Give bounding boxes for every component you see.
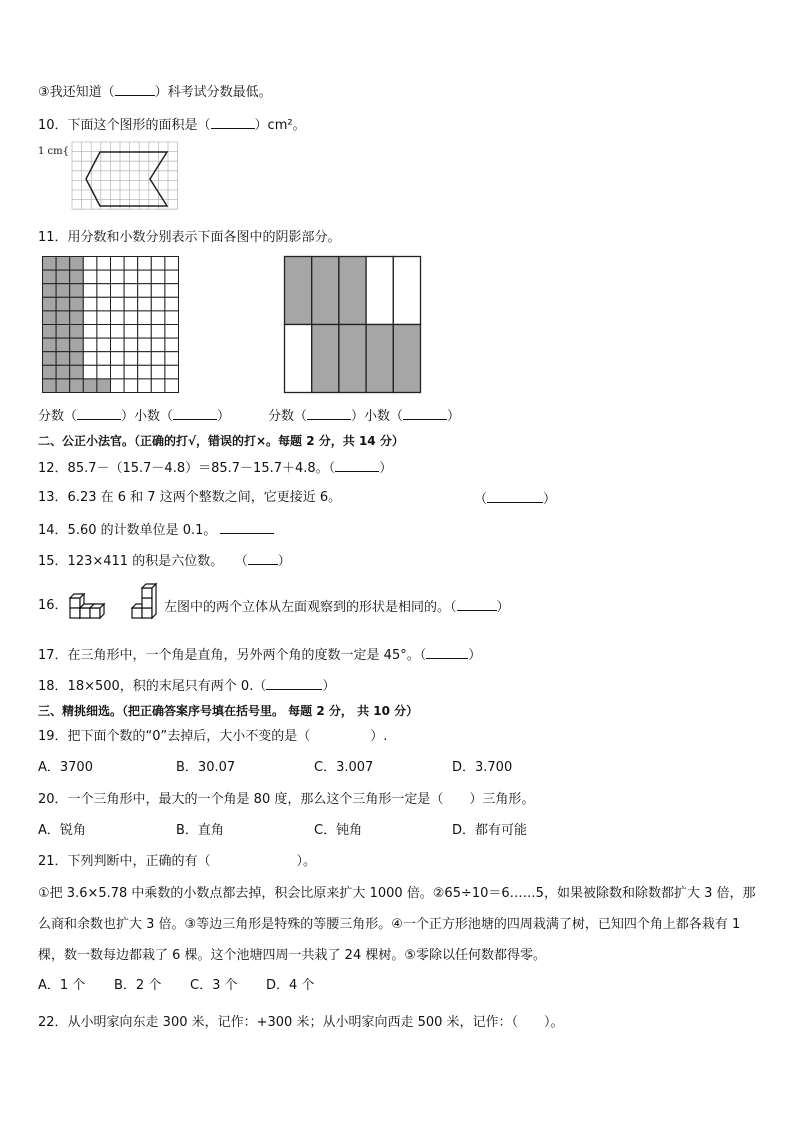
answer-blank[interactable]	[266, 677, 322, 690]
grid-cell	[97, 257, 111, 271]
grid-cell	[97, 338, 111, 352]
q21-option[interactable]: D．4 个	[266, 978, 315, 993]
grid-cell	[151, 338, 165, 352]
grid-cell	[70, 379, 84, 393]
q21-text: 21．下列判断中，正确的有（ ）。	[38, 854, 317, 869]
grid-cell	[165, 352, 179, 366]
q20-option[interactable]: C．钝角	[314, 823, 363, 838]
grid-cell	[165, 311, 179, 325]
answer-blank[interactable]	[173, 407, 217, 420]
grid-cell	[111, 338, 125, 352]
grid-cell	[43, 379, 57, 393]
grid-cell	[43, 311, 57, 325]
grid-cell	[111, 257, 125, 271]
grid-cell	[83, 365, 97, 379]
q21-option[interactable]: A．1 个	[38, 978, 86, 993]
strip-figure	[284, 256, 422, 394]
strip-cell	[339, 257, 366, 325]
q16-number: 16．	[38, 598, 68, 613]
grid-cell	[138, 311, 152, 325]
grid-cell	[165, 365, 179, 379]
grid-cell	[97, 284, 111, 298]
grid-cell	[124, 270, 138, 284]
grid-cell	[56, 365, 70, 379]
scale-label: 1 cm{	[38, 146, 69, 157]
grid-cell	[124, 352, 138, 366]
q9-part3: ③我还知道（ ）科考试分数最低。	[38, 85, 272, 100]
grid-cell	[151, 325, 165, 339]
grid-cell	[43, 270, 57, 284]
grid-cell	[138, 352, 152, 366]
q11-text: 11．用分数和小数分别表示下面各图中的阴影部分。	[38, 230, 341, 245]
answer-blank[interactable]	[77, 407, 121, 420]
grid-cell	[97, 352, 111, 366]
grid-cell	[151, 270, 165, 284]
grid-cell	[151, 297, 165, 311]
grid-cell	[43, 297, 57, 311]
grid-cell	[111, 352, 125, 366]
grid-cell	[151, 379, 165, 393]
grid-cell	[70, 325, 84, 339]
q19-option[interactable]: D．3.700	[452, 760, 513, 775]
q17-text: 17．在三角形中，一个角是直角，另外两个角的度数一定是 45°。（ ）	[38, 648, 482, 663]
grid-cell	[97, 297, 111, 311]
grid-cell	[124, 311, 138, 325]
grid-cell	[151, 365, 165, 379]
grid-cell	[83, 297, 97, 311]
grid-cell	[124, 297, 138, 311]
grid-cell	[43, 338, 57, 352]
q19-option[interactable]: A．3700	[38, 760, 93, 775]
strip-cell	[312, 325, 339, 393]
grid-cell	[165, 257, 179, 271]
grid-cell	[56, 297, 70, 311]
section-2-title: 二、公正小法官。（正确的打√，错误的打×。每题 2 分，共 14 分）	[38, 434, 404, 448]
q11-answers-right: 分数（ ）小数（ ）	[268, 409, 461, 424]
grid-cell	[70, 257, 84, 271]
grid-cell	[70, 270, 84, 284]
grid-cell	[70, 352, 84, 366]
grid-cell	[138, 257, 152, 271]
q12-text: 12．85.7－（15.7－4.8）＝85.7－15.7＋4.8。（ ）	[38, 461, 393, 476]
answer-blank[interactable]	[211, 116, 255, 129]
q20-text: 20．一个三角形中，最大的一个角是 80 度，那么这个三角形一定是（ ）三角形。	[38, 792, 535, 807]
grid-cell	[56, 270, 70, 284]
grid-cell	[83, 270, 97, 284]
grid-cell	[70, 311, 84, 325]
grid-cell	[138, 365, 152, 379]
grid-cell	[151, 311, 165, 325]
grid-cell	[111, 379, 125, 393]
grid-cell	[70, 284, 84, 298]
grid-cell	[111, 325, 125, 339]
grid-cell	[83, 352, 97, 366]
grid-cell	[138, 325, 152, 339]
grid-cell	[124, 284, 138, 298]
q19-text: 19．把下面个数的“0”去掉后，大小不变的是（ ）.	[38, 729, 388, 744]
grid-cell	[138, 379, 152, 393]
grid-cell	[138, 270, 152, 284]
hundred-grid-figure	[42, 256, 180, 394]
answer-blank[interactable]	[248, 552, 278, 565]
grid-cell	[97, 379, 111, 393]
grid-cell	[151, 284, 165, 298]
grid-cell	[165, 379, 179, 393]
grid-cell	[111, 311, 125, 325]
grid-cell	[83, 257, 97, 271]
answer-blank[interactable]	[403, 407, 447, 420]
grid-cell	[138, 284, 152, 298]
grid-cell	[165, 270, 179, 284]
q19-option[interactable]: B．30.07	[176, 760, 236, 775]
strip-cell	[366, 325, 393, 393]
grid-cell	[43, 325, 57, 339]
grid-cell	[165, 338, 179, 352]
grid-cell	[56, 257, 70, 271]
q13-answer: （ ）	[474, 492, 557, 507]
strip-cell	[339, 325, 366, 393]
grid-cell	[43, 284, 57, 298]
grid-cell	[83, 284, 97, 298]
q18-text: 18．18×500，积的末尾只有两个 0.（ ）	[38, 679, 336, 694]
q15-text: 15．123×411 的积是六位数。 （ ）	[38, 554, 291, 569]
grid-cell	[111, 365, 125, 379]
grid-cell	[124, 379, 138, 393]
q14-text: 14．5.60 的计数单位是 0.1。	[38, 521, 274, 539]
grid-cell	[70, 365, 84, 379]
grid-cell	[83, 311, 97, 325]
answer-blank[interactable]	[487, 490, 543, 503]
grid-cell	[56, 379, 70, 393]
q21-option[interactable]: C．3 个	[190, 978, 238, 993]
grid-cell	[70, 338, 84, 352]
answer-blank[interactable]	[335, 459, 379, 472]
strip-cell	[393, 325, 420, 393]
q21-option[interactable]: B．2 个	[114, 978, 162, 993]
answer-blank[interactable]	[426, 646, 468, 659]
grid-cell	[111, 284, 125, 298]
grid-cell	[151, 257, 165, 271]
grid-cell	[111, 297, 125, 311]
q19-option[interactable]: C．3.007	[314, 760, 374, 775]
grid-cell	[70, 297, 84, 311]
answer-blank[interactable]	[307, 407, 351, 420]
grid-cell	[56, 311, 70, 325]
grid-cell	[56, 352, 70, 366]
cube-figure-left	[68, 588, 112, 624]
grid-cell	[56, 338, 70, 352]
strip-cell	[285, 325, 312, 393]
grid-cell	[43, 365, 57, 379]
grid-cell	[138, 338, 152, 352]
grid-cell	[83, 379, 97, 393]
grid-cell	[111, 270, 125, 284]
grid-cell	[83, 325, 97, 339]
grid-cell	[56, 284, 70, 298]
answer-blank[interactable]	[115, 83, 155, 96]
grid-cell	[138, 297, 152, 311]
grid-cell	[97, 365, 111, 379]
strip-cell	[393, 257, 420, 325]
grid-cell	[151, 352, 165, 366]
q22-text: 22．从小明家向东走 300 米，记作：+300 米；从小明家向西走 500 米，记作：（ ）。	[38, 1015, 564, 1030]
grid-cell	[56, 325, 70, 339]
strip-cell	[312, 257, 339, 325]
strip-cell	[285, 257, 312, 325]
grid-cell	[43, 257, 57, 271]
answer-blank[interactable]	[220, 521, 274, 534]
grid-cell	[97, 325, 111, 339]
answer-blank[interactable]	[457, 598, 497, 611]
q20-option[interactable]: B．直角	[176, 823, 224, 838]
grid-cell	[124, 338, 138, 352]
q21-statements: ①把 3.6×5.78 中乘数的小数点都去掉，积会比原来扩大 1000 倍。②65÷10＝6……5，如果被除数和除数都扩大 3 倍，那么商和余数也扩大 3 倍。③等边三角形是特殊的等腰三角形。④一个正方形池塘的四周栽满了树，已知四个角上都各栽有 1 棵，数一数每边都栽了 6 棵。这个池塘四周一共栽了 24 棵树。⑤零除以任何数都得零。	[38, 886, 756, 963]
q20-option[interactable]: A．锐角	[38, 823, 86, 838]
q20-option[interactable]: D．都有可能	[452, 823, 528, 838]
grid-cell	[165, 284, 179, 298]
q11-answers-left: 分数（ ）小数（ ）	[38, 409, 231, 424]
q16-text: 左图中的两个立体从左面观察到的形状是相同的。（ ）	[164, 600, 510, 615]
grid-cell	[124, 365, 138, 379]
grid-cell	[43, 352, 57, 366]
q13-text: 13．6.23 在 6 和 7 这两个整数之间，它更接近 6。	[38, 490, 342, 505]
grid-cell	[165, 297, 179, 311]
grid-cell	[165, 325, 179, 339]
strip-cell	[366, 257, 393, 325]
section-3-title: 三、精挑细选。（把正确答案序号填在括号里。 每题 2 分， 共 10 分）	[38, 704, 419, 718]
grid-cell	[124, 325, 138, 339]
grid-cell	[97, 311, 111, 325]
grid-cell	[124, 257, 138, 271]
grid-cell	[83, 338, 97, 352]
q10-text: 10．下面这个图形的面积是（ ）cm²。	[38, 118, 306, 133]
q10-grid-figure	[72, 142, 180, 220]
grid-cell	[97, 270, 111, 284]
